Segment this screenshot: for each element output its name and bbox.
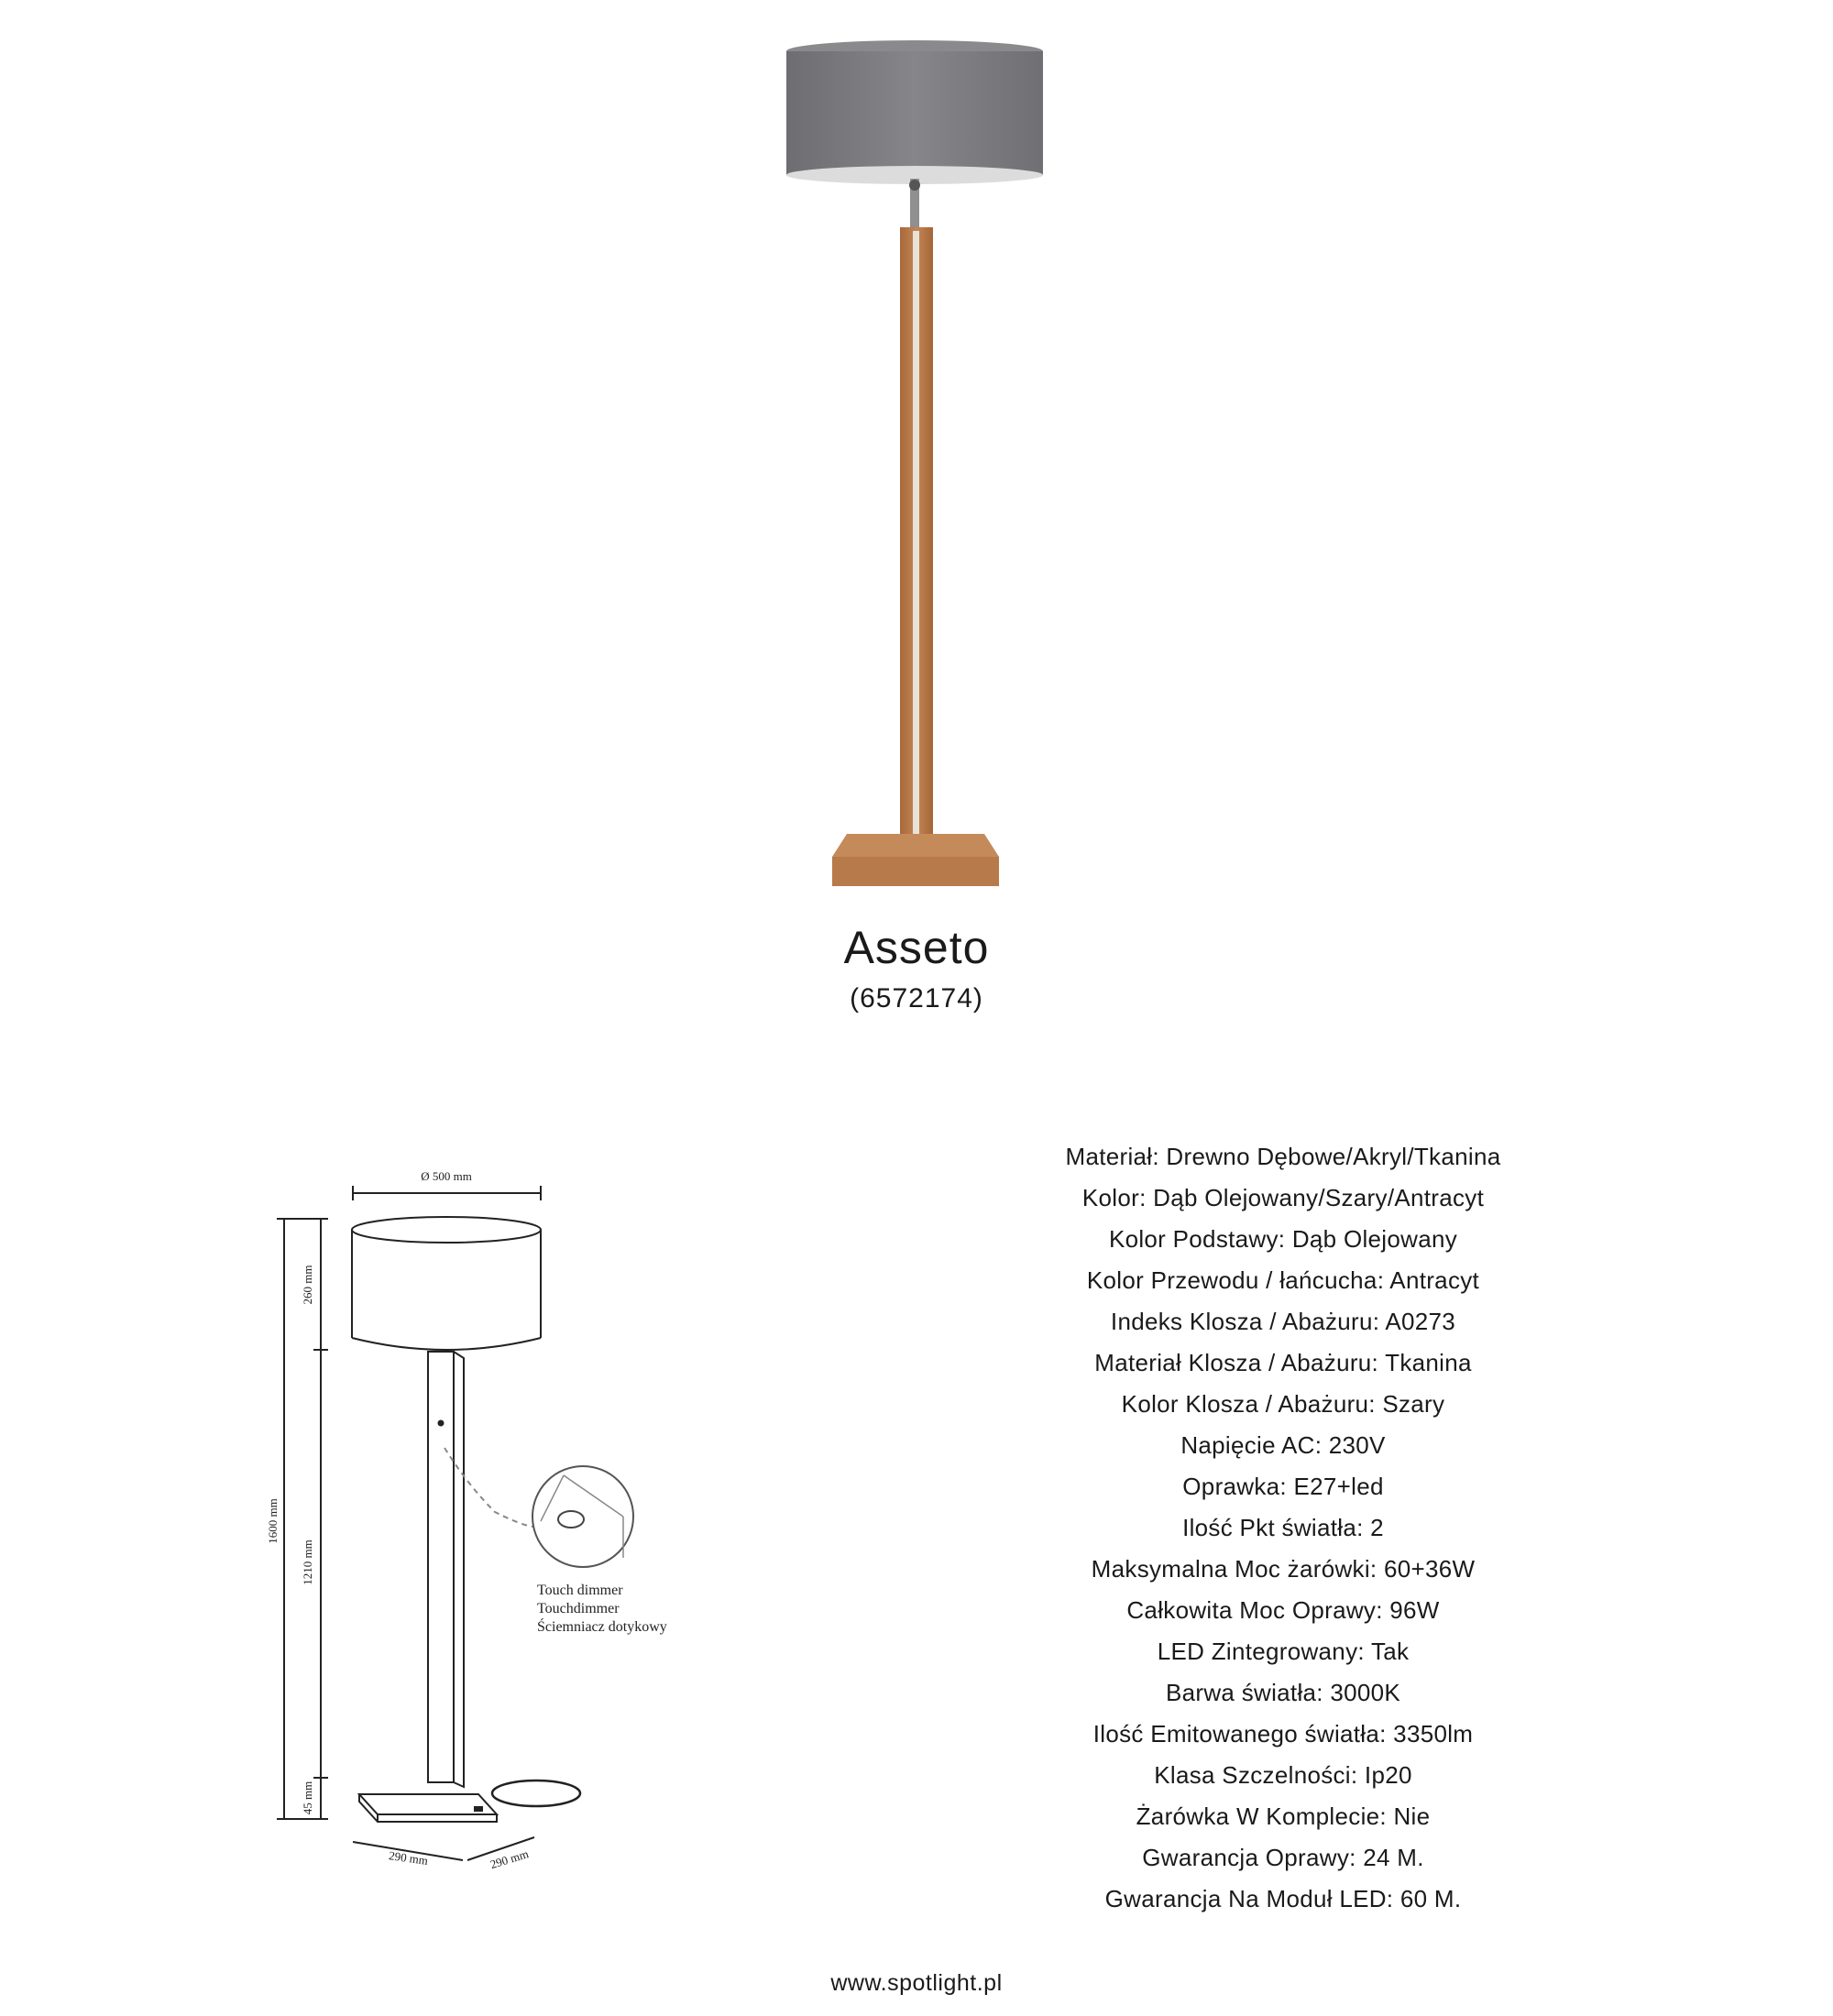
base-width-label: 290 mm [388,1848,429,1868]
lamp-fitting [909,179,920,229]
spec-item: Maksymalna Moc żarówki: 60+36W [1091,1555,1476,1583]
drawing-shade-bottom [352,1338,541,1350]
spec-item: Ilość Emitowanego światła: 3350lm [1092,1720,1474,1748]
stem-height-label: 1210 mm [301,1539,314,1585]
dimmer-leader-line [445,1448,539,1527]
lamp-base [832,834,999,886]
base-height-label: 45 mm [301,1780,314,1815]
spec-item: Całkowita Moc Oprawy: 96W [1126,1596,1440,1624]
dimmer-label-pl: Ściemniacz dotykowy [537,1619,667,1635]
spec-item: Gwarancja Oprawy: 24 M. [1142,1844,1424,1871]
spec-item: Materiał: Drewno Dębowe/Akryl/Tkanina [1065,1143,1501,1170]
spec-item: Indeks Klosza / Abażuru: A0273 [1110,1308,1456,1335]
spec-item: Oprawka: E27+led [1182,1473,1384,1500]
spec-item: Barwa światła: 3000K [1165,1679,1401,1706]
shade-height-label: 260 mm [301,1265,314,1305]
product-photo [770,27,1063,898]
spec-item: Materiał Klosza / Abażuru: Tkanina [1094,1349,1472,1376]
dimmer-callout [532,1466,633,1567]
lamp-shade [786,40,1043,184]
spec-item: Kolor Klosza / Abażuru: Szary [1121,1390,1445,1418]
spec-item: Napięcie AC: 230V [1180,1431,1386,1459]
spec-item: Kolor: Dąb Olejowany/Szary/Antracyt [1081,1184,1485,1211]
drawing-pole [428,1352,454,1782]
footer-url[interactable]: www.spotlight.pl [830,1970,1003,1996]
dimmer-label-en: Touch dimmer [537,1583,623,1598]
spec-item: Gwarancja Na Moduł LED: 60 M. [1104,1885,1462,1912]
diameter-label: Ø 500 mm [421,1169,472,1183]
base-depth-label: 290 mm [488,1846,531,1872]
product-title: Asseto [843,922,990,973]
dimmer-label-de: Touchdimmer [537,1601,620,1616]
cable-coil [492,1780,580,1806]
spec-item: Ilość Pkt światła: 2 [1182,1514,1384,1541]
spec-item: Żarówka W Komplecie: Nie [1136,1802,1431,1830]
spec-item: LED Zintegrowany: Tak [1157,1638,1410,1665]
product-code: (6572174) [850,983,983,1013]
spec-item: Klasa Szczelności: Ip20 [1154,1761,1412,1789]
lamp-pole [900,227,933,860]
spec-item: Kolor Podstawy: Dąb Olejowany [1108,1225,1458,1253]
spec-list [962,1136,1604,1920]
technical-drawing [257,1145,733,1879]
spec-item: Kolor Przewodu / łańcucha: Antracyt [1086,1266,1480,1294]
total-height-label: 1600 mm [266,1498,280,1544]
drawing-shade-top [352,1217,541,1243]
